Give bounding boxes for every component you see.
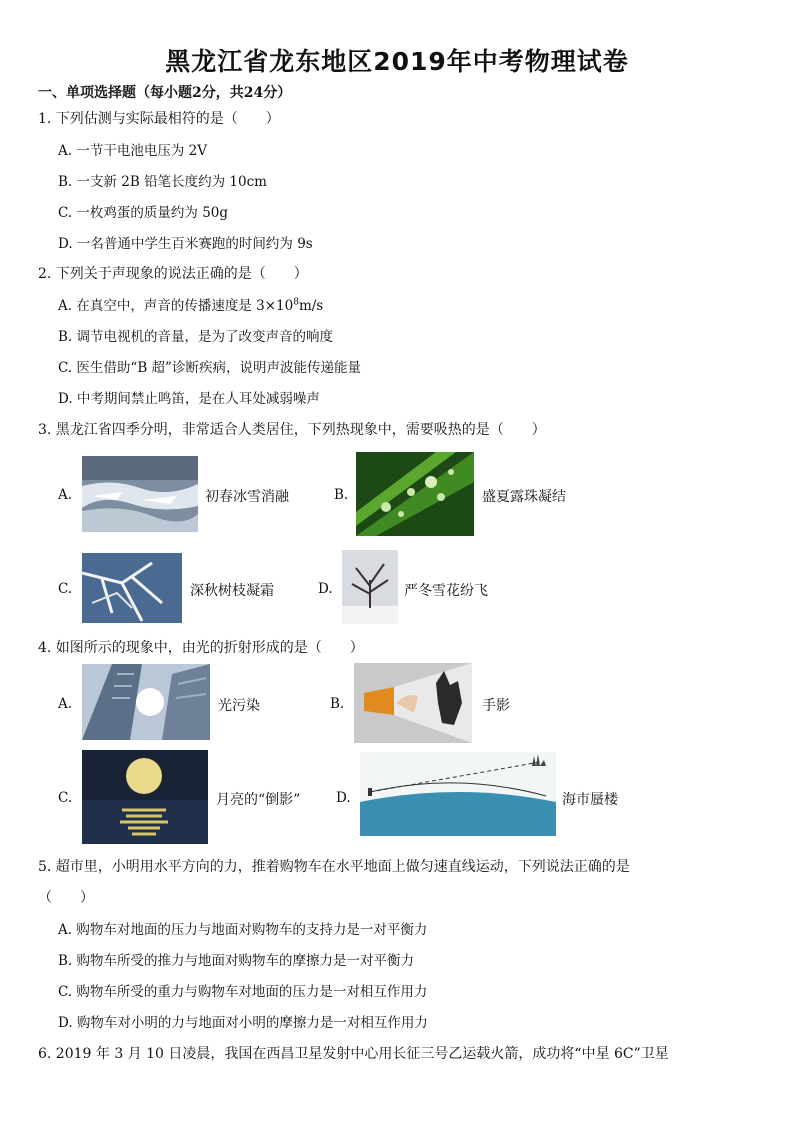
- question-4-caption-d: 海市蜃楼: [562, 792, 618, 808]
- question-2-option-c[interactable]: C. 医生借助“B 超”诊断疾病，说明声波能传递能量: [58, 360, 361, 376]
- question-5-option-d[interactable]: D. 购物车对小明的力与地面对小明的摩擦力是一对相互作用力: [58, 1015, 428, 1031]
- light-pollution-image: [82, 664, 210, 740]
- question-4-caption-a: 光污染: [218, 698, 260, 714]
- question-4-caption-b: 手影: [482, 698, 510, 714]
- question-2-option-a[interactable]: [58, 294, 323, 314]
- question-3-option-a-letter[interactable]: A.: [58, 487, 73, 503]
- question-4-option-b-letter[interactable]: B.: [330, 696, 345, 712]
- frost-branch-image: [82, 553, 182, 623]
- question-4-stem: 4. 如图所示的现象中，由光的折射形成的是（ ）: [38, 640, 364, 656]
- question-2-option-d[interactable]: D. 中考期间禁止鸣笛，是在人耳处减弱噪声: [58, 391, 320, 407]
- question-5-option-c[interactable]: C. 购物车所受的重力与购物车对地面的压力是一对相互作用力: [58, 984, 428, 1000]
- question-3-option-c-letter[interactable]: C.: [58, 581, 73, 597]
- question-5-option-a[interactable]: A. 购物车对地面的压力与地面对购物车的支持力是一对平衡力: [58, 922, 428, 938]
- question-3-caption-c: 深秋树枝凝霜: [190, 583, 274, 599]
- page-title: 黑龙江省龙东地区2019年中考物理试卷: [165, 47, 629, 76]
- question-3-caption-a: 初春冰雪消融: [205, 489, 289, 505]
- question-2-option-b[interactable]: B. 调节电视机的音量，是为了改变声音的响度: [58, 329, 334, 345]
- question-4-option-d-letter[interactable]: D.: [336, 790, 351, 806]
- question-3-option-b-letter[interactable]: B.: [334, 487, 349, 503]
- mirage-diagram-image: [360, 752, 556, 836]
- question-4-option-c-letter[interactable]: C.: [58, 790, 73, 806]
- question-4-caption-c: 月亮的“倒影”: [216, 792, 301, 808]
- section-heading: 一、单项选择题（每小题2分，共24分）: [38, 85, 292, 101]
- question-1-option-b[interactable]: B. 一支新 2B 铅笔长度约为 10cm: [58, 174, 267, 190]
- exponent: 8: [293, 297, 299, 308]
- question-1-option-d[interactable]: D. 一名普通中学生百米赛跑的时间约为 9s: [58, 236, 313, 252]
- question-3-caption-d: 严冬雪花纷飞: [404, 583, 488, 599]
- question-5-stem: 5. 超市里，小明用水平方向的力，推着购物车在水平地面上做匀速直线运动，下列说法正确的是: [38, 859, 630, 875]
- option-a-text: A. 在真空中，声音的传播速度是 3×10: [58, 298, 294, 314]
- hand-shadow-image: [354, 663, 472, 743]
- question-3-stem: 3. 黑龙江省四季分明，非常适合人类居住，下列热现象中，需要吸热的是（ ）: [38, 422, 546, 438]
- question-5-option-b[interactable]: B. 购物车所受的推力与地面对购物车的摩擦力是一对平衡力: [58, 953, 415, 969]
- question-6-stem: 6. 2019 年 3 月 10 日凌晨，我国在西昌卫星发射中心用长征三号乙运载火箭，成功将“中星 6C”卫星: [38, 1046, 669, 1062]
- dew-drops-image: [356, 452, 474, 536]
- question-1-option-c[interactable]: C. 一枚鸡蛋的质量约为 50g: [58, 205, 229, 221]
- question-5-stem-cont: （ ）: [38, 890, 94, 906]
- question-3-option-d-letter[interactable]: D.: [318, 581, 333, 597]
- snowfall-tree-image: [342, 550, 398, 624]
- question-3-caption-b: 盛夏露珠凝结: [482, 489, 566, 505]
- question-1-stem: 1. 下列估测与实际最相符的是（ ）: [38, 111, 280, 127]
- option-a-unit: m/s: [298, 298, 324, 314]
- question-4-option-a-letter[interactable]: A.: [58, 696, 73, 712]
- question-1-option-a[interactable]: A. 一节干电池电压为 2V: [58, 143, 207, 159]
- moon-reflection-image: [82, 750, 208, 844]
- question-2-stem: 2. 下列关于声现象的说法正确的是（ ）: [38, 266, 308, 282]
- ice-melting-image: [82, 456, 198, 532]
